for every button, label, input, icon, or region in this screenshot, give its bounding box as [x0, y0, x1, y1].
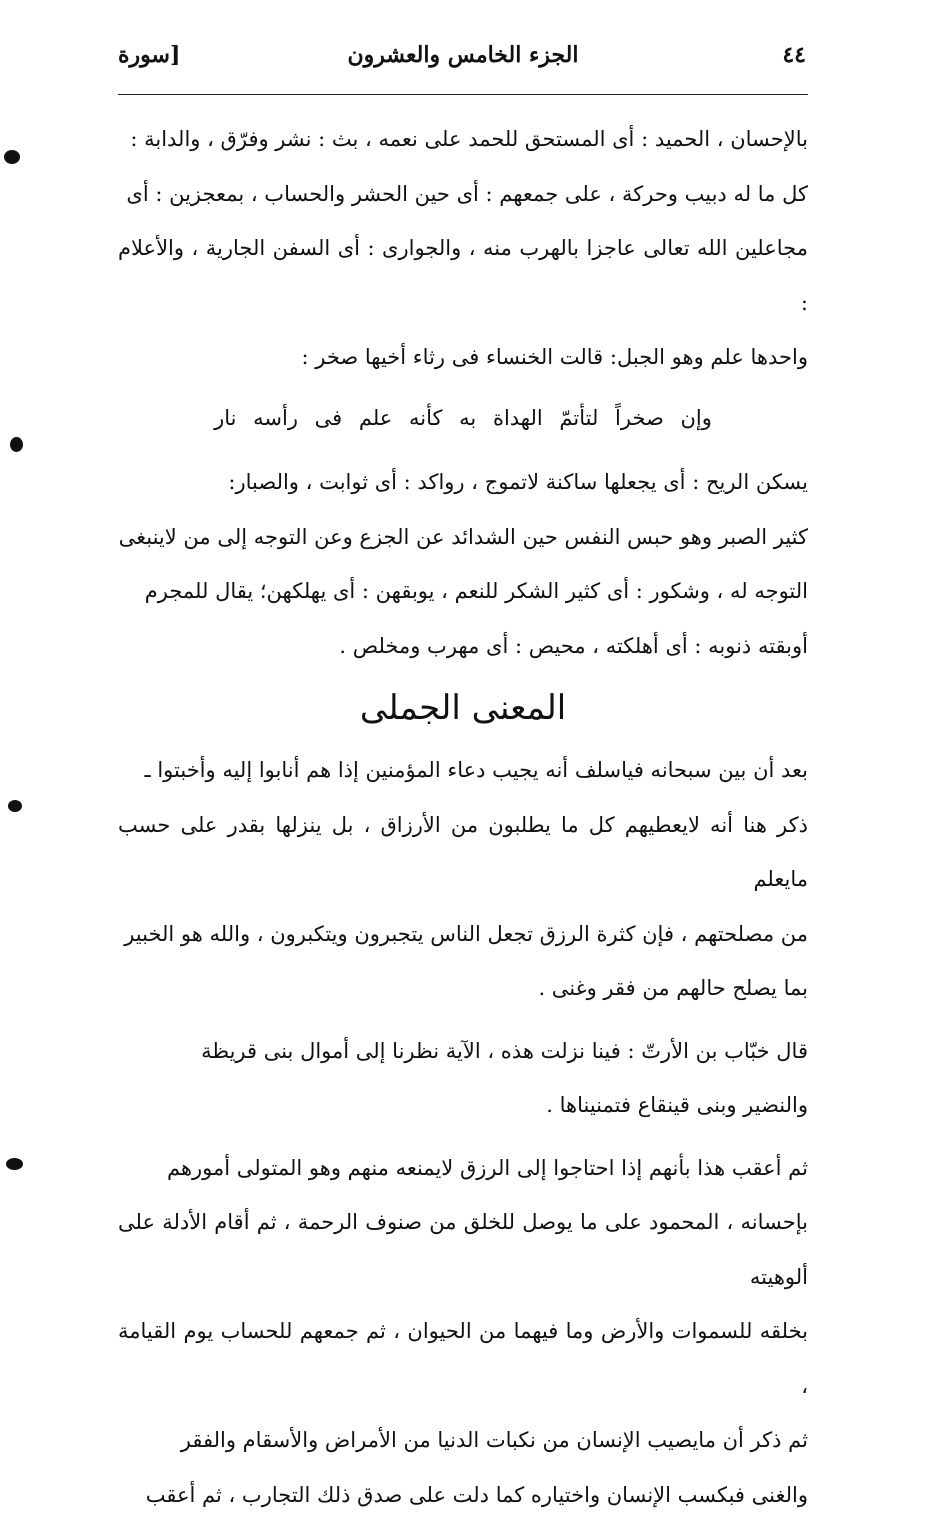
text-line: واحدها علم وهو الجبل: قالت الخنساء فى رثاء أخيها صخر :	[118, 330, 808, 385]
page-header	[110, 38, 816, 88]
text-line: يسكن الريح : أى يجعلها ساكنة لاتموج ، رواكد : أى ثوابت ، والصبار:	[118, 455, 808, 510]
margin-mark	[4, 150, 20, 164]
margin-mark	[10, 437, 23, 452]
poetry-verse: وإن صخراً لتأتمّ الهداة به كأنه علم فى رأسه نار	[118, 385, 808, 456]
text-line: مجاعلين الله تعالى عاجزا بالهرب منه ، والجوارى : أى السفن الجارية ، والأعلام :	[118, 221, 808, 330]
text-line: من مصلحتهم ، فإن كثرة الرزق تجعل الناس يتجبرون ويتكبرون ، والله هو الخبير	[118, 907, 808, 962]
text-line: ثم ذكر أن مايصيب الإنسان من نكبات الدنيا من الأمراض والأسقام والفقر	[118, 1413, 808, 1468]
text-line: التوجه له ، وشكور : أى كثير الشكر للنعم ، يوبقهن : أى يهلكهن؛ يقال للمجرم	[118, 564, 808, 619]
text-line: بخلقه للسموات والأرض وما فيهما من الحيوان ، ثم جمعهم للحساب يوم القيامة ،	[118, 1304, 808, 1413]
text-line: أوبقته ذنوبه : أى أهلكته ، محيص : أى مهرب ومخلص .	[118, 619, 808, 674]
header-rule	[118, 94, 808, 95]
page-number: ٤٤	[782, 42, 806, 68]
text-line: قال خبّاب بن الأرتّ : فينا نزلت هذه ، الآية نظرنا إلى أموال بنى قريظة	[118, 1024, 808, 1079]
running-title: الجزء الخامس والعشرون	[348, 42, 579, 68]
margin-mark	[8, 800, 22, 812]
text-line: كثير الصبر وهو حبس النفس حين الشدائد عن الجزع وعن التوجه إلى من لاينبغى	[118, 510, 808, 565]
text-line: ثم أعقب هذا بأنهم إذا احتاجوا إلى الرزق لايمنعه منهم وهو المتولى أمورهم	[118, 1141, 808, 1196]
text-line: بإحسانه ، المحمود على ما يوصل للخلق من صنوف الرحمة ، ثم أقام الأدلة على ألوهيته	[118, 1195, 808, 1304]
text-line: بالإحسان ، الحميد : أى المستحق للحمد على نعمه ، بث : نشر وفرّق ، والدابة :	[118, 112, 808, 167]
text-line: بعد أن بين سبحانه فياسلف أنه يجيب دعاء المؤمنين إذا هم أنابوا إليه وأخبتوا ـ	[118, 743, 808, 798]
text-line: والنضير وبنى قينقاع فتمنيناها .	[118, 1078, 808, 1133]
surah-label: [سورة	[118, 42, 180, 68]
text-line: بما يصلح حالهم من فقر وغنى .	[118, 961, 808, 1016]
text-line: كل ما له دبيب وحركة ، على جمعهم : أى حين الحشر والحساب ، بمعجزين : أى	[118, 167, 808, 222]
section-heading: المعنى الجملى	[118, 673, 808, 743]
text-line: ذكر هنا أنه لايعطيهم كل ما يطلبون من الأرزاق ، بل ينزلها بقدر على حسب مايعلم	[118, 798, 808, 907]
margin-mark	[6, 1158, 23, 1170]
text-line: والغنى فبكسب الإنسان واختياره كما دلت على صدق ذلك التجارب ، ثم أعقب	[118, 1468, 808, 1522]
